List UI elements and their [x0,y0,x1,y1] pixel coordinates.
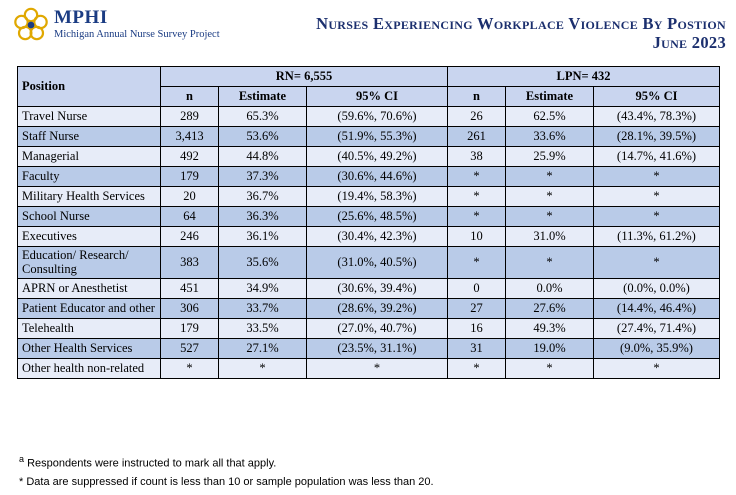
violence-by-position-table [17,66,720,379]
cell-position: Other health non-related [18,359,161,379]
column-group-rn: RN= 6,555 [161,67,448,87]
table-row [18,107,720,127]
cell-lpn-estimate: 49.3% [506,319,594,339]
cell-rn-n: 383 [161,247,219,279]
cell-lpn-n: 261 [448,127,506,147]
cell-lpn-n: 26 [448,107,506,127]
cell-lpn-estimate: 19.0% [506,339,594,359]
column-header-lpn-n: n [448,87,506,107]
cell-lpn-ci: * [594,247,720,279]
cell-rn-n: 289 [161,107,219,127]
column-group-lpn: LPN= 432 [448,67,720,87]
cell-lpn-estimate: * [506,207,594,227]
cell-lpn-ci: * [594,359,720,379]
page-header [0,0,736,62]
column-header-position: Position [18,67,161,107]
cell-rn-estimate: 65.3% [219,107,307,127]
cell-lpn-ci: (9.0%, 35.9%) [594,339,720,359]
cell-rn-n: 246 [161,227,219,247]
cell-lpn-estimate: 27.6% [506,299,594,319]
cell-lpn-estimate: * [506,247,594,279]
table-row [18,227,720,247]
cell-rn-estimate: 33.5% [219,319,307,339]
table-header-group-row [18,67,720,87]
cell-lpn-estimate: 33.6% [506,127,594,147]
table-row [18,147,720,167]
cell-position: Patient Educator and other [18,299,161,319]
cell-position: Faculty [18,167,161,187]
cell-rn-n: 20 [161,187,219,207]
cell-rn-ci: (27.0%, 40.7%) [307,319,448,339]
cell-rn-estimate: 37.3% [219,167,307,187]
footnote-asterisk-marker: * [19,475,24,488]
cell-rn-estimate: 44.8% [219,147,307,167]
column-header-rn-ci: 95% CI [307,87,448,107]
cell-position: Other Health Services [18,339,161,359]
cell-lpn-ci: (27.4%, 71.4%) [594,319,720,339]
cell-lpn-ci: (0.0%, 0.0%) [594,279,720,299]
violence-by-position-table-wrap [17,66,719,379]
cell-rn-n: 527 [161,339,219,359]
cell-rn-ci: (59.6%, 70.6%) [307,107,448,127]
cell-lpn-n: 16 [448,319,506,339]
page-title-line1: Nurses Experiencing Workplace Violence By Postion [316,14,726,33]
cell-position: APRN or Anesthetist [18,279,161,299]
cell-rn-ci: (23.5%, 31.1%) [307,339,448,359]
footnote-asterisk-text: Data are suppressed if count is less than 10 or sample population was less than 20. [23,475,434,488]
table-row [18,339,720,359]
table-row [18,127,720,147]
brand-text [54,6,220,41]
cell-lpn-n: * [448,247,506,279]
cell-rn-n: 179 [161,319,219,339]
cell-lpn-estimate: 62.5% [506,107,594,127]
footnote-a-marker: a [19,454,25,464]
cell-rn-estimate: * [219,359,307,379]
cell-rn-ci: (31.0%, 40.5%) [307,247,448,279]
page-title [316,14,726,52]
table-row [18,247,720,279]
cell-rn-estimate: 36.1% [219,227,307,247]
cell-rn-n: 306 [161,299,219,319]
cell-rn-ci: (40.5%, 49.2%) [307,147,448,167]
table-row [18,279,720,299]
cell-rn-n: 451 [161,279,219,299]
table-row [18,299,720,319]
cell-rn-ci: (30.6%, 44.6%) [307,167,448,187]
cell-position: Managerial [18,147,161,167]
column-header-rn-estimate: Estimate [219,87,307,107]
cell-lpn-ci: (43.4%, 78.3%) [594,107,720,127]
cell-rn-estimate: 36.7% [219,187,307,207]
cell-lpn-ci: * [594,187,720,207]
cell-rn-n: 492 [161,147,219,167]
brand-acronym: MPHI [54,7,108,28]
table-body [18,107,720,379]
cell-lpn-ci: * [594,167,720,187]
cell-lpn-n: 31 [448,339,506,359]
cell-rn-estimate: 35.6% [219,247,307,279]
cell-position: Telehealth [18,319,161,339]
table-head [18,67,720,107]
cell-lpn-n: * [448,207,506,227]
cell-lpn-n: * [448,167,506,187]
page-title-line2: June 2023 [652,33,726,52]
cell-lpn-ci: (14.4%, 46.4%) [594,299,720,319]
cell-rn-n: * [161,359,219,379]
table-row [18,187,720,207]
cell-lpn-ci: * [594,207,720,227]
cell-rn-n: 179 [161,167,219,187]
footnote-asterisk [19,475,719,490]
column-header-lpn-estimate: Estimate [506,87,594,107]
cell-rn-estimate: 27.1% [219,339,307,359]
column-header-lpn-ci: 95% CI [594,87,720,107]
table-row [18,319,720,339]
footnotes [19,452,719,493]
footnote-a-text: Respondents were instructed to mark all that apply. [24,457,277,470]
cell-lpn-ci: (11.3%, 61.2%) [594,227,720,247]
footnote-a [19,452,719,472]
cell-position: School Nurse [18,207,161,227]
cell-lpn-estimate: 31.0% [506,227,594,247]
table-row [18,359,720,379]
cell-lpn-n: * [448,187,506,207]
cell-rn-estimate: 36.3% [219,207,307,227]
cell-rn-ci: (19.4%, 58.3%) [307,187,448,207]
cell-rn-estimate: 33.7% [219,299,307,319]
cell-position: Executives [18,227,161,247]
cell-lpn-n: 0 [448,279,506,299]
brand-logo-block [12,6,220,46]
table-row [18,207,720,227]
cell-rn-ci: (28.6%, 39.2%) [307,299,448,319]
cell-rn-ci: (51.9%, 55.3%) [307,127,448,147]
cell-rn-ci: (30.6%, 39.4%) [307,279,448,299]
cell-lpn-ci: (28.1%, 39.5%) [594,127,720,147]
cell-lpn-n: 27 [448,299,506,319]
cell-lpn-estimate: * [506,359,594,379]
cell-lpn-n: * [448,359,506,379]
cell-rn-n: 64 [161,207,219,227]
cell-rn-n: 3,413 [161,127,219,147]
cell-rn-ci: (25.6%, 48.5%) [307,207,448,227]
cell-position: Education/ Research/ Consulting [18,247,161,279]
cell-rn-ci: (30.4%, 42.3%) [307,227,448,247]
cell-position: Military Health Services [18,187,161,207]
cell-position: Staff Nurse [18,127,161,147]
column-header-rn-n: n [161,87,219,107]
brand-subtitle: Michigan Annual Nurse Survey Project [54,29,220,40]
cell-lpn-n: 10 [448,227,506,247]
cell-lpn-n: 38 [448,147,506,167]
cell-rn-estimate: 34.9% [219,279,307,299]
cell-lpn-estimate: 0.0% [506,279,594,299]
cell-lpn-estimate: * [506,167,594,187]
cell-position: Travel Nurse [18,107,161,127]
cell-lpn-estimate: * [506,187,594,207]
table-row [18,167,720,187]
cell-rn-ci: * [307,359,448,379]
cell-lpn-ci: (14.7%, 41.6%) [594,147,720,167]
mphi-flower-logo-icon [12,6,50,46]
cell-rn-estimate: 53.6% [219,127,307,147]
cell-lpn-estimate: 25.9% [506,147,594,167]
